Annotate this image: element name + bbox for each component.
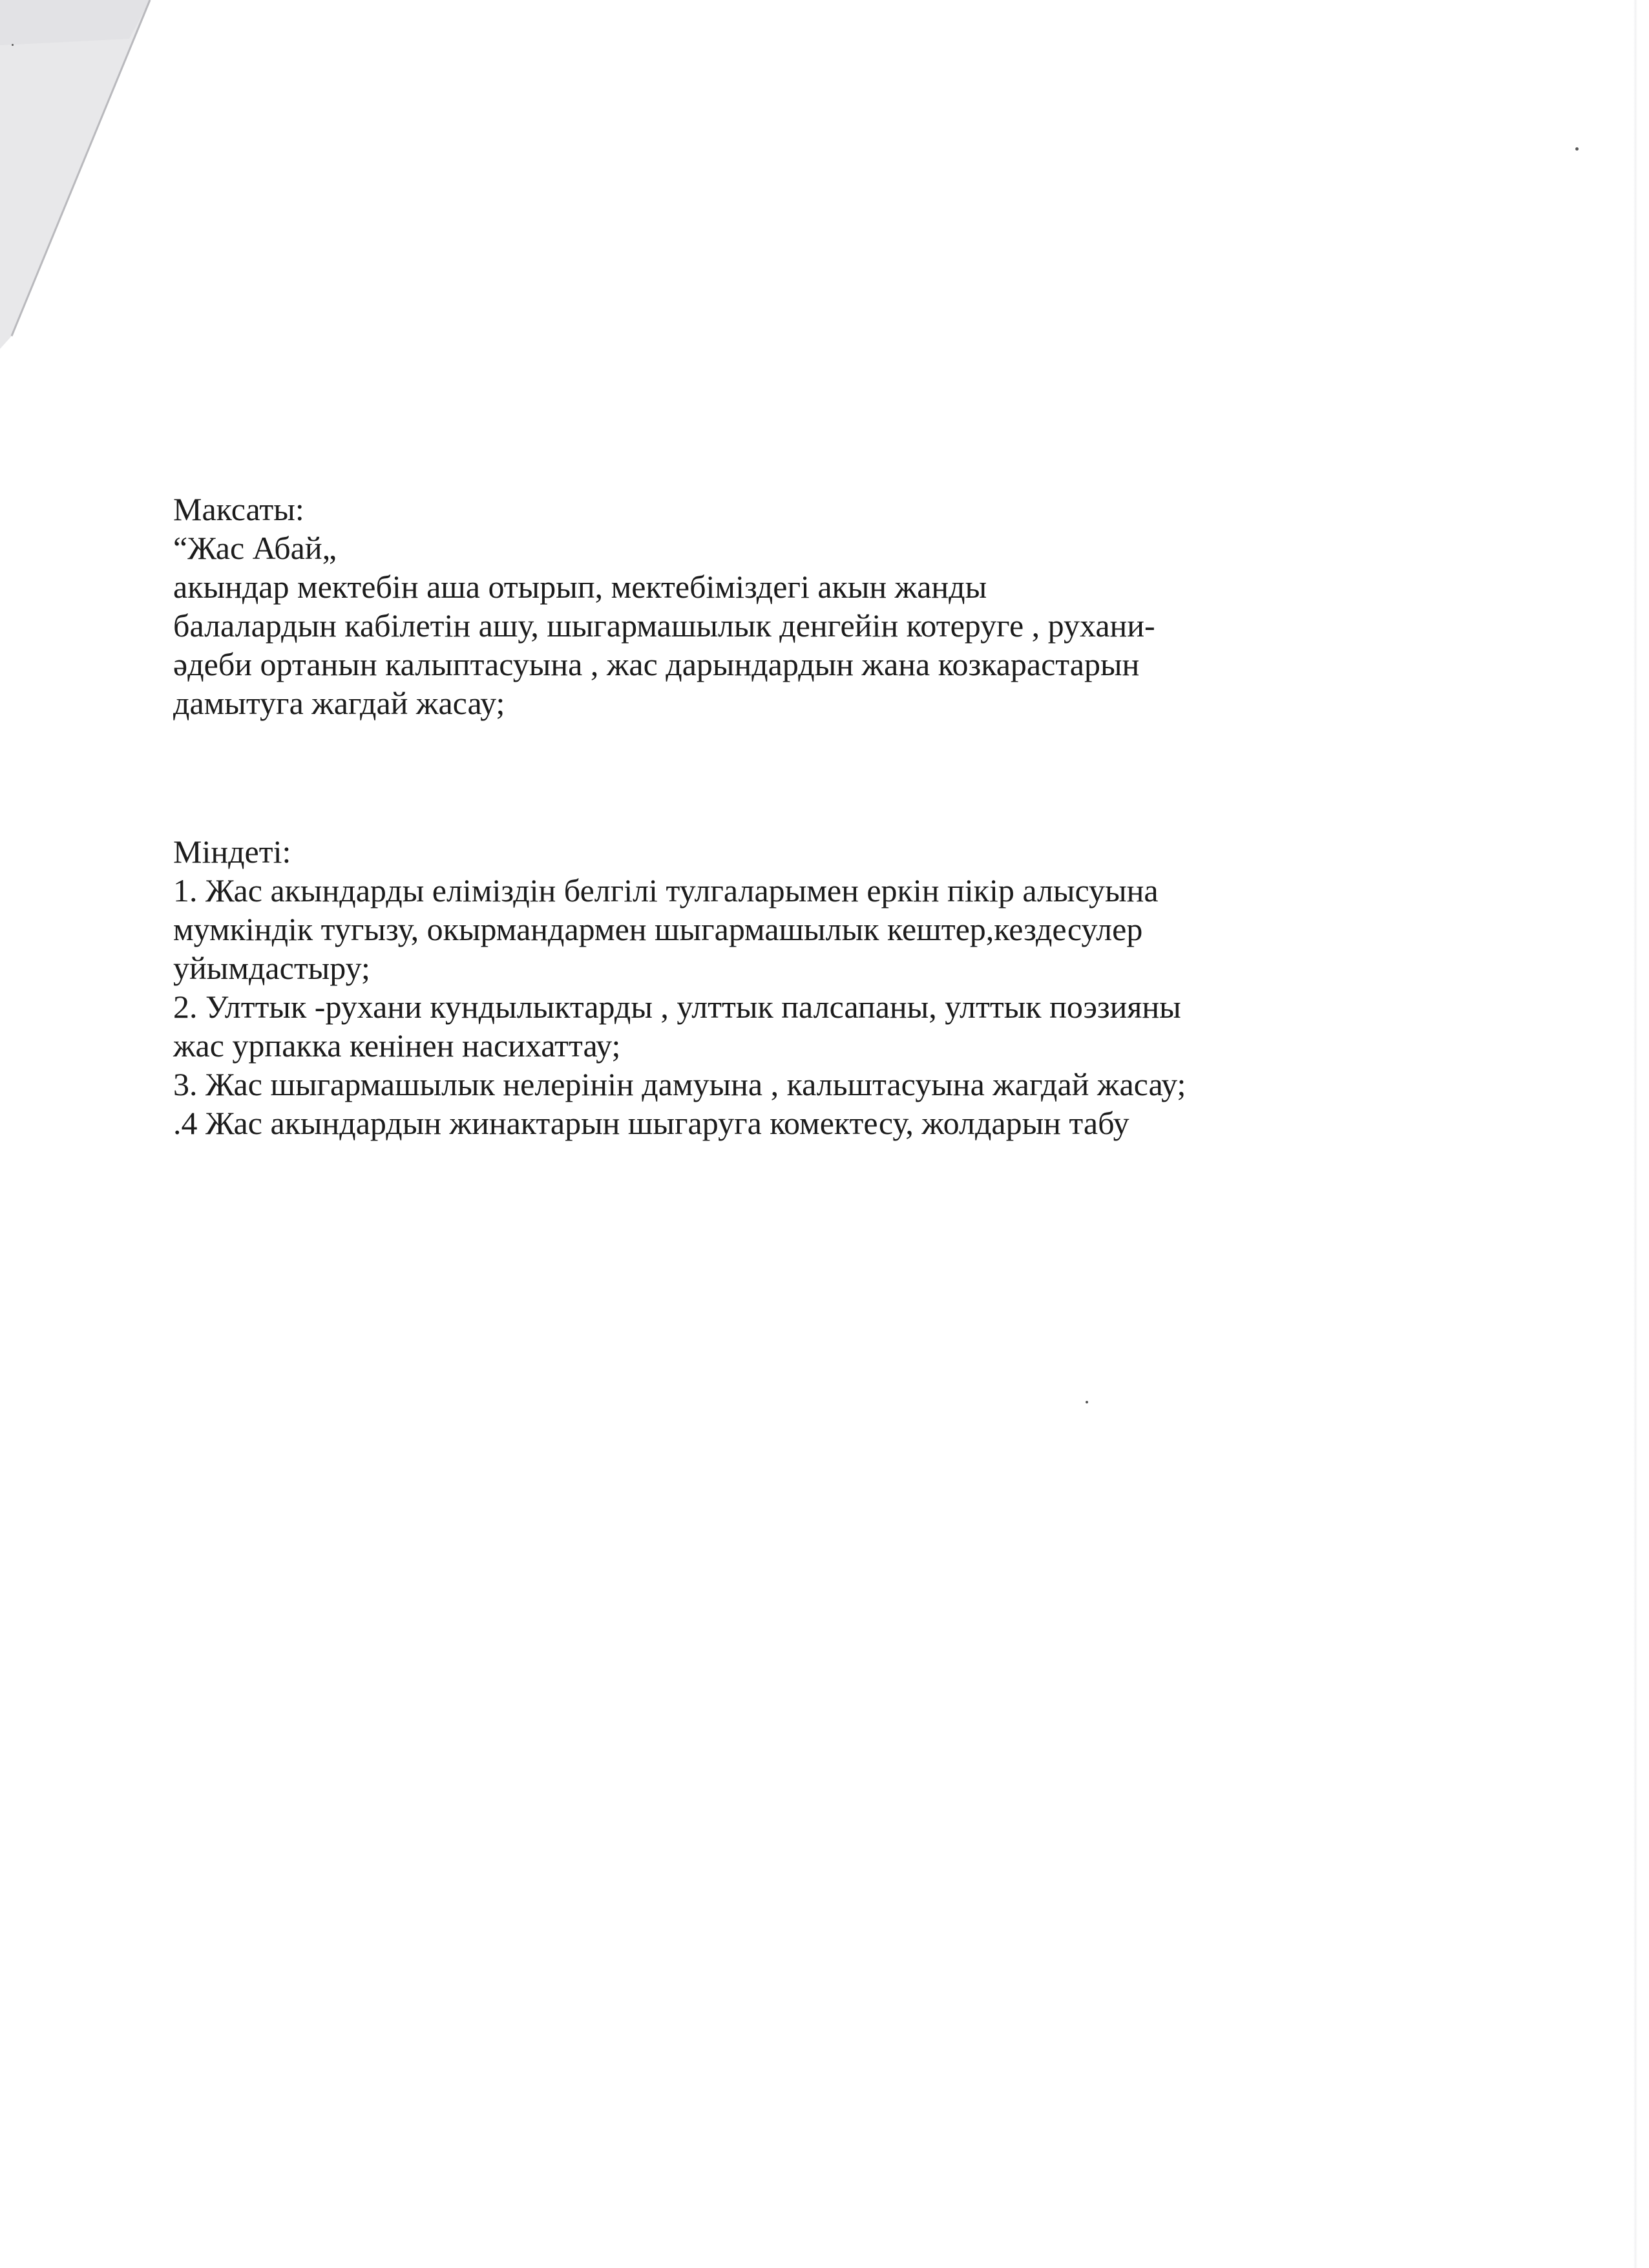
goals-line: әдеби ортанын калыптасуына , жас дарындардын жана козкарастарын [173,646,1140,682]
scan-speck [1575,147,1579,151]
tasks-heading: Міндеті: [173,834,291,870]
tasks-line: 2. Улттык -рухани кундылыктарды , улттык палсапаны, улттык поэзияны [173,989,1181,1025]
tasks-section [173,832,1186,1142]
goals-line: балалардын кабілетін ашу, шыгармашылык денгейін котеруге , рухани- [173,607,1155,644]
tasks-line: мумкіндік тугызу, окырмандармен шыгармашылык кештер,кездесулер [173,911,1143,947]
scan-speck [12,44,14,46]
tasks-line: уйымдастыру; [173,950,370,986]
tasks-line: .4 Жас акындардын жинактарын шыгаруга комектесу, жолдарын табу [173,1105,1129,1141]
scan-right-edge [1633,0,1637,2268]
goals-line: “Жас Абай„ [173,530,337,566]
tasks-line: жас урпакка кенінен насихаттау; [173,1027,621,1064]
goals-heading: Максаты: [173,491,304,527]
tasks-line: 3. Жас шыгармашылык нелерінін дамуына , кальштасуына жагдай жасау; [173,1066,1186,1102]
goals-section [173,490,1155,722]
tasks-line: 1. Жас акындарды еліміздін белгілі тулгаларымен еркін пікір алысуына [173,872,1159,908]
scan-corner-shadow [0,0,168,349]
scan-speck [1086,1401,1088,1403]
goals-line: дамытуга жагдай жасау; [173,685,505,721]
goals-line: акындар мектебін аша отырып, мектебіміздегі акын жанды [173,569,987,605]
